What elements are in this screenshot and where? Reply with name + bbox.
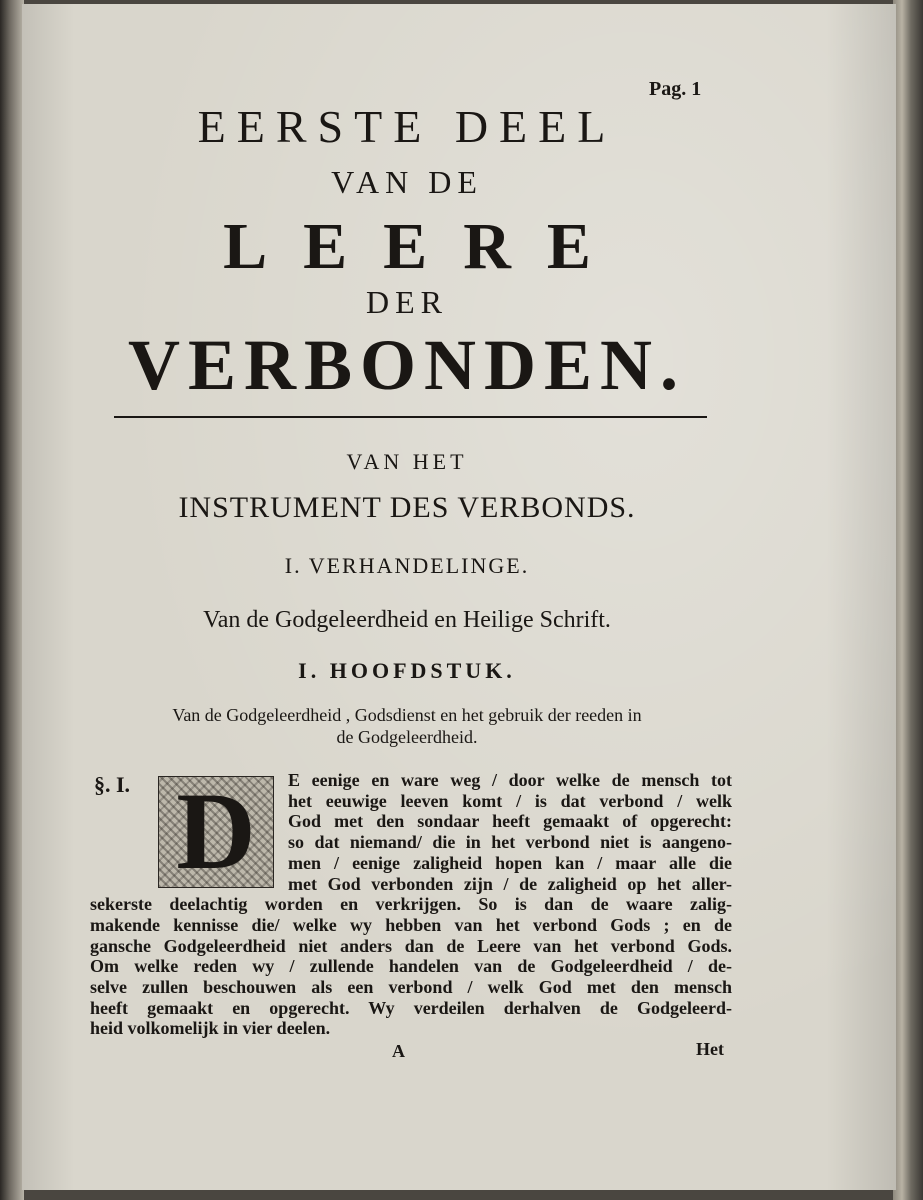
treatise-heading: I. VERHANDELINGE. <box>284 553 530 578</box>
chapter-summary: Van de Godgeleerdheid , Godsdienst en het gebruik der reeden in de Godgeleerdheid. <box>172 705 642 747</box>
book-binding <box>0 0 24 1200</box>
title-line-3: LEERE <box>223 210 627 283</box>
body-line: E eenige en ware weg / door welke de mensch tot <box>288 770 732 790</box>
chapter-heading: I. HOOFDSTUK. <box>298 658 516 683</box>
page-edge-stack <box>893 0 923 1200</box>
title-divider <box>114 416 707 418</box>
body-line: sekerste deelachtig worden en verkrijgen. So is dan de waare zalig- <box>90 894 732 915</box>
signature-mark: A <box>392 1041 405 1061</box>
body-line: het eeuwige leeven komt / is dat verbond / welk <box>288 790 732 811</box>
body-line: so dat niemand/ die in het verbond niet is aangeno- <box>288 832 732 853</box>
body-line: heid volkomelijk in vier deelen. <box>90 1018 331 1039</box>
body-line: met God verbonden zijn / de zaligheid op het aller- <box>288 873 732 894</box>
body-line: makende kennisse die/ welke wy hebben van het verbond Gods ; en de <box>90 914 732 935</box>
treatise-subject: Van de Godgeleerdheid en Heilige Schrift. <box>203 607 611 633</box>
body-line: men / eenige zaligheid hopen kan / maar alle die <box>288 852 732 873</box>
body-line: Om welke reden wy / zullende handelen van de Godgeleerdheid / de- <box>90 956 732 977</box>
subtitle-line-2: INSTRUMENT DES VERBONDS. <box>178 491 636 524</box>
body-line: heeft gemaakt en opgerecht. Wy verdeilen derhalven de Godgeleerd- <box>90 997 732 1018</box>
catchword: Het <box>696 1039 724 1059</box>
title-line-1: EERSTE DEEL <box>197 101 617 152</box>
title-line-4: DER <box>366 284 448 320</box>
title-line-5: VERBONDEN. <box>127 325 687 405</box>
title-line-2: VAN DE <box>331 164 483 200</box>
page-number: Pag. 1 <box>649 78 702 100</box>
body-line: gansche Godgeleerdheid niet anders dan de Leere van het verbond Gods. <box>90 935 732 956</box>
subtitle-line-1: VAN HET <box>346 449 468 474</box>
book-page <box>22 4 896 1190</box>
body-line: God met den sondaar heeft gemaakt of opgerecht: <box>288 811 732 832</box>
body-paragraph <box>90 770 732 1039</box>
section-mark: §. I. <box>94 772 131 797</box>
drop-cap-letter: D <box>176 770 256 892</box>
body-line: selve zullen beschouwen als een verbond / welk God met den mensch <box>90 977 732 998</box>
